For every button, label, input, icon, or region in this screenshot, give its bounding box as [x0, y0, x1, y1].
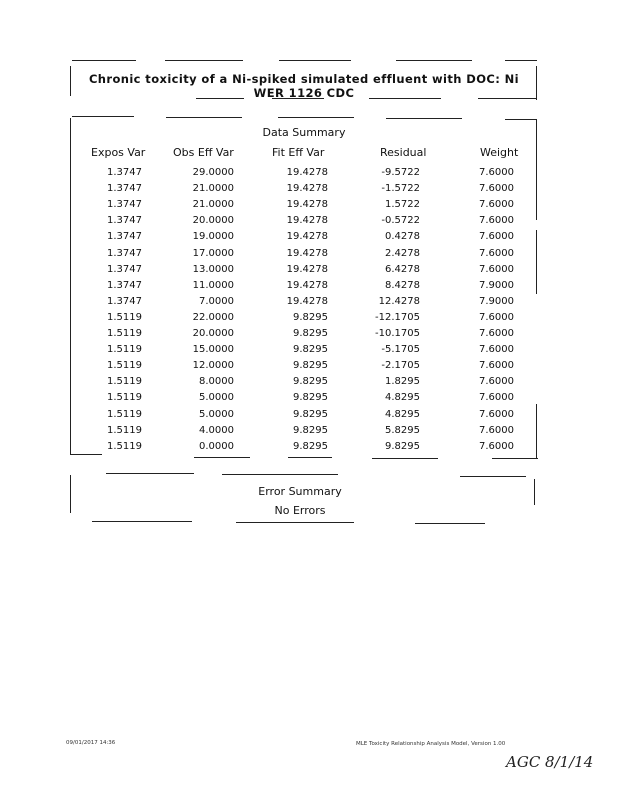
cell-fit-eff-var: 19.4278: [286, 263, 328, 275]
title-top-rule-3: [279, 60, 351, 61]
cell-fit-eff-var: 9.8295: [293, 344, 328, 356]
cell-obs-eff-var: 19.0000: [192, 231, 234, 243]
cell-obs-eff-var: 21.0000: [192, 183, 234, 195]
data-right-border-2: [536, 230, 537, 294]
cell-obs-eff-var: 5.0000: [199, 392, 234, 404]
data-bottom-rule-2: [194, 457, 250, 458]
cell-fit-eff-var: 19.4278: [286, 295, 328, 307]
cell-fit-eff-var: 9.8295: [293, 328, 328, 339]
cell-weight: 7.6000: [479, 215, 514, 227]
cell-obs-eff-var: 20.0000: [192, 215, 234, 227]
cell-residual: -1.5722: [381, 183, 420, 195]
column-header-obs-eff-var: Obs Eff Var: [173, 146, 234, 159]
error-left-border: [70, 475, 71, 513]
title-top-rule-4: [396, 60, 472, 61]
cell-residual: 1.8295: [385, 376, 420, 388]
cell-obs-eff-var: 7.0000: [199, 295, 234, 307]
cell-fit-eff-var: 19.4278: [286, 279, 328, 291]
cell-expos-var: 1.5119: [107, 392, 142, 404]
title-right-border: [536, 66, 537, 100]
cell-weight: 7.6000: [479, 360, 514, 372]
data-top-rule-5: [505, 119, 537, 120]
cell-obs-eff-var: 21.0000: [192, 199, 234, 211]
cell-residual: -5.1705: [381, 344, 420, 356]
cell-weight: 7.9000: [479, 295, 514, 307]
cell-residual: 8.4278: [385, 279, 420, 291]
cell-expos-var: 1.3747: [107, 279, 142, 291]
cell-expos-var: 1.5119: [107, 424, 142, 436]
cell-expos-var: 1.5119: [107, 311, 142, 323]
cell-expos-var: 1.3747: [107, 199, 142, 211]
cell-expos-var: 1.5119: [107, 344, 142, 356]
handwritten-initials-date: AGC 8/1/14: [506, 753, 594, 771]
cell-residual: -12.1705: [375, 311, 420, 323]
cell-expos-var: 1.5119: [107, 360, 142, 372]
column-header-residual: Residual: [380, 146, 427, 159]
cell-expos-var: 1.5119: [107, 376, 142, 388]
column-header-weight: Weight: [480, 146, 519, 159]
cell-fit-eff-var: 19.4278: [286, 231, 328, 243]
cell-residual: 5.8295: [385, 424, 420, 436]
cell-weight: 7.6000: [479, 183, 514, 195]
cell-residual: 4.8295: [385, 408, 420, 420]
cell-fit-eff-var: 9.8295: [293, 360, 328, 372]
cell-weight: 7.6000: [479, 344, 514, 356]
cell-fit-eff-var: 9.8295: [293, 392, 328, 404]
page-title: Chronic toxicity of a Ni-spiked simulated effluent with DOC: Ni WER 1126 CDC: [88, 72, 520, 100]
title-top-rule-5: [505, 60, 537, 61]
footer-software-version: MLE Toxicity Relationship Analysis Model, Version 1.00: [356, 741, 506, 747]
cell-expos-var: 1.3747: [107, 231, 142, 243]
cell-residual: 12.4278: [378, 295, 420, 307]
cell-residual: -2.1705: [381, 360, 420, 372]
cell-expos-var: 1.5119: [107, 440, 142, 452]
cell-weight: 7.6000: [479, 440, 514, 452]
data-top-rule-4: [386, 118, 462, 119]
cell-expos-var: 1.3747: [107, 167, 142, 178]
cell-residual: -0.5722: [381, 215, 420, 227]
data-bottom-rule-4: [372, 458, 438, 459]
cell-fit-eff-var: 19.4278: [286, 183, 328, 195]
data-top-rule-3: [278, 117, 354, 118]
cell-weight: 7.6000: [479, 231, 514, 243]
cell-obs-eff-var: 15.0000: [192, 344, 234, 356]
data-bottom-rule-1: [70, 454, 102, 455]
error-bottom-rule-1: [92, 521, 192, 522]
cell-fit-eff-var: 19.4278: [286, 215, 328, 227]
cell-obs-eff-var: 8.0000: [199, 376, 234, 388]
column-header-expos-var: Expos Var: [91, 146, 146, 159]
cell-fit-eff-var: 19.4278: [286, 247, 328, 259]
cell-fit-eff-var: 9.8295: [293, 311, 328, 323]
data-top-rule-2: [166, 117, 242, 118]
cell-fit-eff-var: 9.8295: [293, 376, 328, 388]
cell-obs-eff-var: 4.0000: [199, 424, 234, 436]
cell-residual: -10.1705: [375, 328, 420, 339]
cell-obs-eff-var: 12.0000: [192, 360, 234, 372]
cell-expos-var: 1.3747: [107, 183, 142, 195]
error-top-rule-2: [222, 474, 338, 475]
cell-obs-eff-var: 29.0000: [192, 167, 234, 178]
cell-weight: 7.6000: [479, 376, 514, 388]
cell-residual: 1.5722: [385, 199, 420, 211]
cell-weight: 7.6000: [479, 167, 514, 178]
cell-weight: 7.6000: [479, 392, 514, 404]
error-bottom-rule-3: [415, 523, 485, 524]
cell-obs-eff-var: 22.0000: [192, 311, 234, 323]
cell-expos-var: 1.3747: [107, 263, 142, 275]
data-bottom-rule-3: [288, 457, 332, 458]
cell-weight: 7.6000: [479, 311, 514, 323]
column-header-fit-eff-var: Fit Eff Var: [272, 146, 325, 159]
cell-weight: 7.6000: [479, 199, 514, 211]
cell-expos-var: 1.3747: [107, 247, 142, 259]
cell-expos-var: 1.3747: [107, 215, 142, 227]
cell-fit-eff-var: 19.4278: [286, 199, 328, 211]
cell-expos-var: 1.5119: [107, 408, 142, 420]
cell-obs-eff-var: 17.0000: [192, 247, 234, 259]
cell-fit-eff-var: 9.8295: [293, 440, 328, 452]
cell-residual: 9.8295: [385, 440, 420, 452]
cell-obs-eff-var: 13.0000: [192, 263, 234, 275]
cell-residual: -9.5722: [381, 167, 420, 178]
cell-weight: 7.6000: [479, 328, 514, 339]
cell-weight: 7.6000: [479, 263, 514, 275]
cell-residual: 6.4278: [385, 263, 420, 275]
cell-fit-eff-var: 19.4278: [286, 167, 328, 178]
cell-fit-eff-var: 9.8295: [293, 408, 328, 420]
error-message: No Errors: [274, 504, 326, 517]
cell-weight: 7.6000: [479, 247, 514, 259]
data-right-border-1: [536, 120, 537, 220]
cell-residual: 2.4278: [385, 247, 420, 259]
data-top-rule-1: [72, 116, 134, 117]
cell-expos-var: 1.5119: [107, 328, 142, 339]
cell-residual: 0.4278: [385, 231, 420, 243]
title-left-border: [70, 66, 71, 96]
data-bottom-rule-5: [492, 458, 538, 459]
cell-weight: 7.6000: [479, 408, 514, 420]
cell-weight: 7.9000: [479, 279, 514, 291]
data-right-border-3: [536, 404, 537, 458]
data-left-border: [70, 118, 71, 454]
error-top-rule-1: [106, 473, 194, 474]
cell-obs-eff-var: 20.0000: [192, 328, 234, 339]
cell-residual: 4.8295: [385, 392, 420, 404]
footer-timestamp: 09/01/2017 14:36: [66, 740, 116, 746]
data-summary-heading: Data Summary: [262, 126, 346, 139]
cell-obs-eff-var: 5.0000: [199, 408, 234, 420]
error-top-rule-3: [460, 476, 526, 477]
cell-weight: 7.6000: [479, 424, 514, 436]
error-summary-heading: Error Summary: [258, 485, 342, 498]
title-top-rule-1: [72, 60, 136, 61]
cell-fit-eff-var: 9.8295: [293, 424, 328, 436]
error-bottom-rule-2: [236, 522, 354, 523]
cell-obs-eff-var: 11.0000: [192, 279, 234, 291]
cell-obs-eff-var: 0.0000: [199, 440, 234, 452]
cell-expos-var: 1.3747: [107, 295, 142, 307]
title-top-rule-2: [165, 60, 243, 61]
error-right-border: [534, 479, 535, 505]
